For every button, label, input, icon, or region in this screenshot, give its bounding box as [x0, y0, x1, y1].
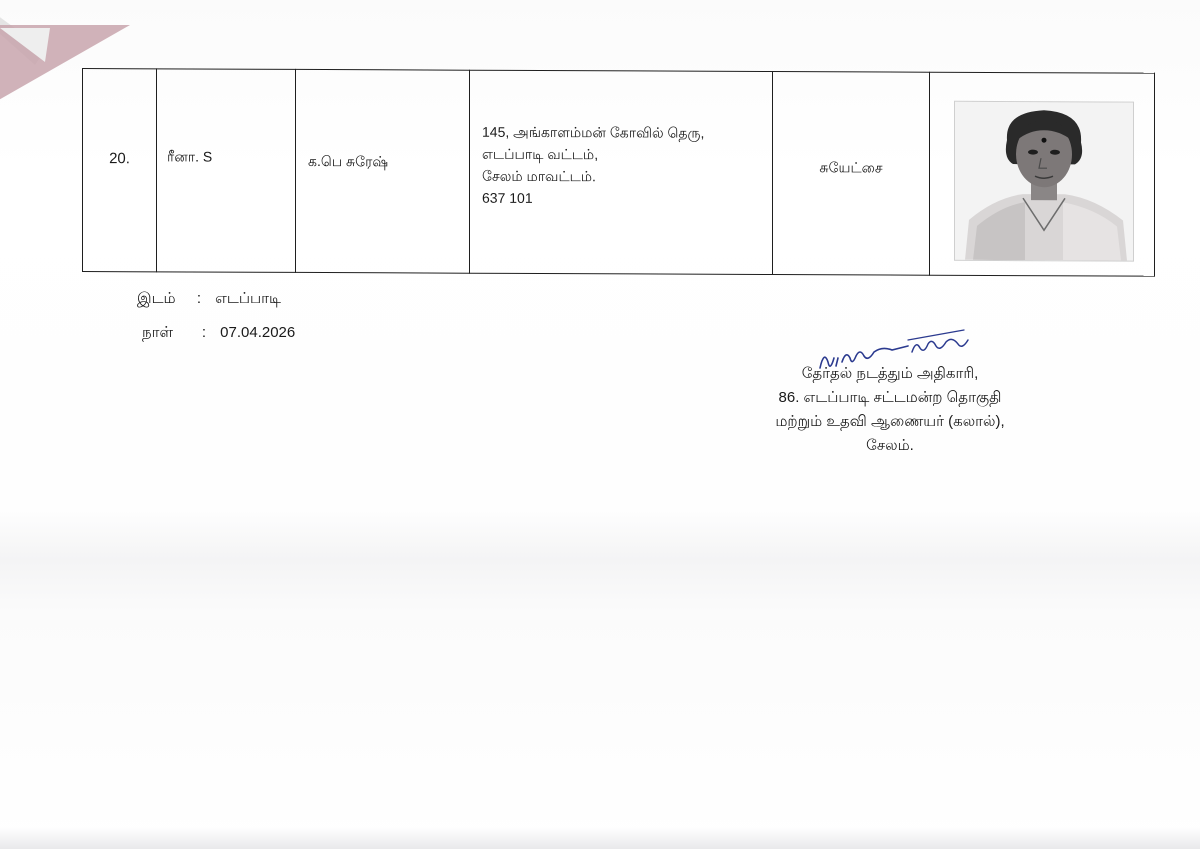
- signatory-block: [690, 362, 1090, 458]
- place-colon: :: [196, 290, 202, 307]
- place-value: எடப்பாடி: [215, 290, 281, 307]
- relation-cell: [296, 69, 470, 273]
- address-cell: [470, 70, 773, 274]
- candidate-row: [82, 68, 1155, 277]
- place-field: [137, 290, 281, 309]
- serial-number: 20.: [109, 150, 130, 168]
- date-value: 07.04.2026: [220, 324, 296, 341]
- page-bottom-edge: [0, 827, 1200, 849]
- candidate-table: [82, 68, 1155, 277]
- portrait-image: [955, 102, 1133, 261]
- address-line: சேலம் மாவட்டம்.: [482, 167, 596, 185]
- address-line: 145, அங்காளம்மன் கோவில் தெரு,: [482, 123, 705, 141]
- candidate-photo: [954, 101, 1134, 262]
- address-block: [470, 71, 772, 210]
- date-label: நாள்: [142, 324, 173, 341]
- signatory-line: தேர்தல் நடத்தும் அதிகாரி,: [801, 365, 979, 382]
- place-label: இடம்: [137, 290, 176, 307]
- serial-cell: [83, 69, 157, 272]
- signatory-line: 86. எடப்பாடி சட்டமன்ற தொகுதி: [778, 389, 1002, 406]
- date-colon: :: [201, 324, 207, 341]
- photo-cell: [930, 72, 1155, 276]
- party-affiliation: சுயேட்சை: [819, 159, 883, 176]
- signatory-line: சேலம்.: [866, 437, 914, 454]
- name-cell: [157, 69, 296, 273]
- candidate-name: ரீனா. S: [167, 148, 213, 165]
- date-field: [142, 324, 295, 343]
- party-cell: [773, 72, 930, 276]
- signatory-line: மற்றும் உதவி ஆணையர் (கலால்),: [775, 413, 1005, 430]
- address-line: 637 101: [482, 189, 533, 206]
- relation-name: க.பெ சுரேஷ்: [308, 152, 389, 170]
- address-line: எடப்பாடி வட்டம்,: [482, 145, 599, 163]
